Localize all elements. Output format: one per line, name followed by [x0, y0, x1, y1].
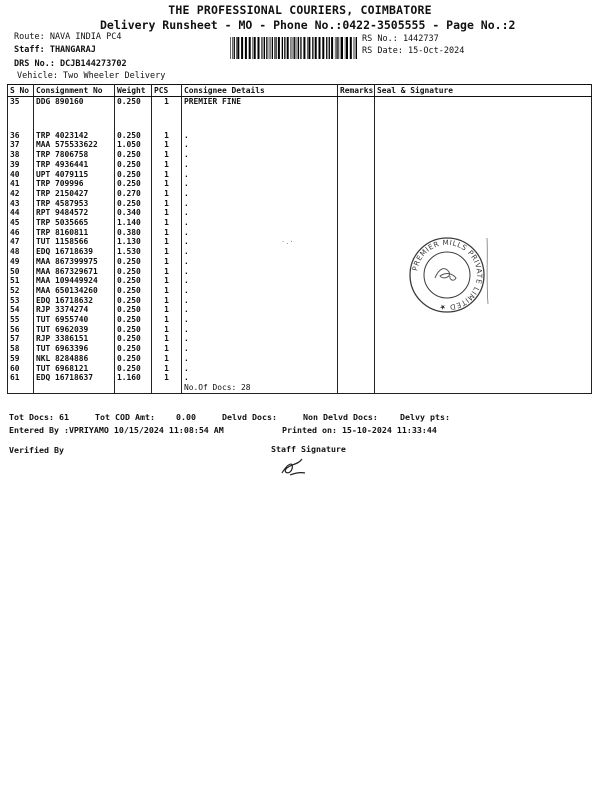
row-consignee: .	[182, 354, 338, 364]
table-row	[8, 208, 592, 218]
row-consignment: NKL 8284886	[34, 354, 115, 364]
row-consignee: .	[182, 276, 338, 286]
table-row	[8, 189, 592, 199]
row-remarks	[338, 170, 375, 180]
row-consignment: MAA 575533622	[34, 140, 115, 150]
row-pcs: 1	[152, 325, 182, 335]
row-consignee: .	[182, 267, 338, 277]
row-sno: 54	[8, 305, 34, 315]
col-pcs: PCS	[152, 85, 182, 97]
table-row	[8, 150, 592, 160]
row-weight: 1.530	[115, 247, 152, 257]
row-remarks	[338, 296, 375, 306]
company-seal-stamp	[408, 236, 486, 314]
row-consignment: TRP 709996	[34, 179, 115, 189]
col-consignment: Consignment No	[34, 85, 115, 97]
row-consignment: TRP 2150427	[34, 189, 115, 199]
table-row	[8, 228, 592, 238]
row-remarks	[338, 334, 375, 344]
row-weight: 1.130	[115, 237, 152, 247]
row-seal	[375, 325, 592, 335]
row-consignee: .	[182, 315, 338, 325]
row-remarks	[338, 267, 375, 277]
row-weight: 0.250	[115, 315, 152, 325]
row-seal	[375, 179, 592, 189]
no-of-docs: No.Of Docs: 28	[182, 383, 338, 393]
row-sno: 53	[8, 296, 34, 306]
row-sno: 36	[8, 131, 34, 141]
row-pcs: 1	[152, 131, 182, 141]
table-row	[8, 364, 592, 374]
spacer-cell	[338, 107, 375, 131]
row-consignment: TRP 4587953	[34, 199, 115, 209]
row-consignee: .	[182, 228, 338, 238]
row-consignee: .	[182, 237, 338, 247]
row-consignee: .	[182, 150, 338, 160]
row-sno: 47	[8, 237, 34, 247]
row-pcs: 1	[152, 199, 182, 209]
table-row	[8, 296, 592, 306]
row-sno: 41	[8, 179, 34, 189]
row-consignee: .	[182, 160, 338, 170]
row-consignee: .	[182, 286, 338, 296]
row-remarks	[338, 237, 375, 247]
row-consignment: TUT 1158566	[34, 237, 115, 247]
row-seal	[375, 334, 592, 344]
row-pcs: 1	[152, 305, 182, 315]
table-row	[8, 247, 592, 257]
table-row	[8, 325, 592, 335]
total-cod-value: 0.00	[176, 412, 196, 422]
row-remarks	[338, 364, 375, 374]
row-remarks	[338, 305, 375, 315]
table-row	[8, 237, 592, 247]
row-weight: 0.250	[115, 334, 152, 344]
row-weight: 0.250	[115, 296, 152, 306]
row-consignment: RPT 9484572	[34, 208, 115, 218]
row-sno: 49	[8, 257, 34, 267]
rs-number: RS No.: 1442737	[362, 34, 439, 44]
row-remarks	[338, 247, 375, 257]
row-remarks	[338, 286, 375, 296]
row-sno: 52	[8, 286, 34, 296]
delivery-points: Delvy pts:	[400, 412, 450, 422]
col-weight: Weight	[115, 85, 152, 97]
rs-date: RS Date: 15-Oct-2024	[362, 46, 465, 56]
row-weight: 0.250	[115, 286, 152, 296]
row-sno: 56	[8, 325, 34, 335]
row-remarks	[338, 189, 375, 199]
row-sno: 44	[8, 208, 34, 218]
row-pcs: 1	[152, 276, 182, 286]
row-consignee: .	[182, 140, 338, 150]
row-remarks	[338, 218, 375, 228]
row-consignee: .	[182, 218, 338, 228]
row-remarks	[338, 228, 375, 238]
row-weight: 0.270	[115, 189, 152, 199]
row-weight: 0.250	[115, 170, 152, 180]
row-weight: 0.250	[115, 344, 152, 354]
barcode-image	[230, 37, 357, 59]
row-sno: 35	[8, 97, 34, 107]
row-pcs: 1	[152, 257, 182, 267]
row-sno: 58	[8, 344, 34, 354]
row-pcs: 1	[152, 160, 182, 170]
row-pcs: 1	[152, 334, 182, 344]
row-sno: 55	[8, 315, 34, 325]
svg-text:PREMIER MILLS PRIVATE LIMITED: PREMIER MILLS PRIVATE LIMITED ★	[410, 237, 485, 313]
row-remarks	[338, 373, 375, 383]
row-pcs: 1	[152, 373, 182, 383]
row-consignment: UPT 4079115	[34, 170, 115, 180]
row-pcs: 1	[152, 344, 182, 354]
table-row	[8, 267, 592, 277]
row-pcs: 1	[152, 296, 182, 306]
row-seal	[375, 97, 592, 107]
staff-signature-mark	[278, 453, 308, 479]
row-consignee: .	[182, 208, 338, 218]
row-consignee: .	[182, 305, 338, 315]
row-seal	[375, 364, 592, 374]
table-row	[8, 218, 592, 228]
row-consignee: .	[182, 179, 338, 189]
row-seal	[375, 160, 592, 170]
row-seal	[375, 199, 592, 209]
col-consignee: Consignee Details	[182, 85, 338, 97]
empty-cell	[152, 383, 182, 393]
row-pcs: 1	[152, 97, 182, 107]
row-sno: 37	[8, 140, 34, 150]
row-pcs: 1	[152, 140, 182, 150]
table-row	[8, 131, 592, 141]
row-remarks	[338, 276, 375, 286]
printed-on: Printed on: 15-10-2024 11:33:44	[282, 425, 437, 435]
table-row	[8, 276, 592, 286]
row-pcs: 1	[152, 228, 182, 238]
row-consignment: EDQ 16718639	[34, 247, 115, 257]
row-sno: 50	[8, 267, 34, 277]
spacer-cell	[375, 107, 592, 131]
total-docs: Tot Docs: 61	[9, 412, 69, 422]
row-pcs: 1	[152, 286, 182, 296]
signature-stroke	[484, 236, 490, 306]
table-row	[8, 179, 592, 189]
row-consignment: TUT 6963396	[34, 344, 115, 354]
spacer-cell	[8, 107, 34, 131]
row-sno: 60	[8, 364, 34, 374]
row-seal	[375, 315, 592, 325]
row-consignee: .	[182, 247, 338, 257]
row-weight: 0.380	[115, 228, 152, 238]
row-weight: 0.250	[115, 364, 152, 374]
row-sno: 61	[8, 373, 34, 383]
row-weight: 0.250	[115, 179, 152, 189]
staff-label: Staff: THANGARAJ	[14, 45, 96, 55]
row-consignment: MAA 867329671	[34, 267, 115, 277]
vehicle-label: Vehicle: Two Wheeler Delivery	[17, 71, 166, 81]
row-weight: 0.250	[115, 354, 152, 364]
table-row	[8, 286, 592, 296]
table-row	[8, 199, 592, 209]
row-consignee: .	[182, 199, 338, 209]
table-spacer-row	[8, 107, 592, 131]
row-weight: 1.050	[115, 140, 152, 150]
row-weight: 0.250	[115, 97, 152, 107]
row-pcs: 1	[152, 189, 182, 199]
row-pcs: 1	[152, 170, 182, 180]
row-consignee: .	[182, 296, 338, 306]
row-consignee: .	[182, 189, 338, 199]
row-consignee: .	[182, 373, 338, 383]
row-consignee: .	[182, 344, 338, 354]
total-cod-label: Tot COD Amt:	[95, 412, 155, 422]
table-row	[8, 140, 592, 150]
row-consignment: TUT 6968121	[34, 364, 115, 374]
row-weight: 0.250	[115, 267, 152, 277]
row-weight: 0.250	[115, 199, 152, 209]
row-pcs: 1	[152, 247, 182, 257]
row-seal	[375, 131, 592, 141]
company-title: THE PROFESSIONAL COURIERS, COIMBATORE	[168, 3, 432, 17]
row-sno: 38	[8, 150, 34, 160]
row-consignment: TRP 7806758	[34, 150, 115, 160]
row-consignee: .	[182, 325, 338, 335]
row-consignment: EDQ 16718632	[34, 296, 115, 306]
row-pcs: 1	[152, 208, 182, 218]
runsheet-table	[7, 84, 592, 394]
table-row	[8, 373, 592, 383]
row-consignee: .	[182, 131, 338, 141]
entered-by: Entered By :VPRIYAMO 10/15/2024 11:08:54 AM	[9, 425, 224, 435]
row-seal	[375, 354, 592, 364]
row-consignment: RJP 3386151	[34, 334, 115, 344]
row-remarks	[338, 199, 375, 209]
row-weight: 0.250	[115, 325, 152, 335]
row-seal	[375, 170, 592, 180]
delivered-docs: Delvd Docs:	[222, 412, 277, 422]
row-pcs: 1	[152, 237, 182, 247]
row-sno: 46	[8, 228, 34, 238]
row-consignee: .	[182, 334, 338, 344]
verified-by: Verified By	[9, 445, 64, 455]
row-remarks	[338, 179, 375, 189]
row-remarks	[338, 140, 375, 150]
row-remarks	[338, 354, 375, 364]
row-consignee: .	[182, 364, 338, 374]
row-sno: 48	[8, 247, 34, 257]
row-weight: 0.250	[115, 276, 152, 286]
row-remarks	[338, 160, 375, 170]
table-row	[8, 344, 592, 354]
row-remarks	[338, 344, 375, 354]
row-seal	[375, 218, 592, 228]
empty-cell	[115, 383, 152, 393]
col-remarks: Remarks	[338, 85, 375, 97]
table-row	[8, 170, 592, 180]
spacer-cell	[115, 107, 152, 131]
row-sno: 42	[8, 189, 34, 199]
row-pcs: 1	[152, 218, 182, 228]
row-consignment: TRP 4023142	[34, 131, 115, 141]
row-consignment: MAA 867399975	[34, 257, 115, 267]
drs-number: DRS No.: DCJB144273702	[14, 59, 127, 69]
col-sno: S No	[8, 85, 34, 97]
row-consignee: PREMIER FINE	[182, 97, 338, 107]
row-pcs: 1	[152, 267, 182, 277]
row-seal	[375, 208, 592, 218]
row-sno: 43	[8, 199, 34, 209]
row-pcs: 1	[152, 315, 182, 325]
row-consignment: RJP 3374274	[34, 305, 115, 315]
row-consignment: TRP 4936441	[34, 160, 115, 170]
row-remarks	[338, 325, 375, 335]
route-label: Route: NAVA INDIA PC4	[14, 32, 122, 42]
row-consignment: MAA 650134260	[34, 286, 115, 296]
row-remarks	[338, 208, 375, 218]
empty-cell	[8, 383, 34, 393]
row-weight: 0.340	[115, 208, 152, 218]
row-pcs: 1	[152, 354, 182, 364]
row-seal	[375, 373, 592, 383]
row-consignee: .	[182, 257, 338, 267]
col-seal: Seal & Signature	[375, 85, 592, 97]
row-remarks	[338, 315, 375, 325]
row-sno: 39	[8, 160, 34, 170]
non-delivered-docs: Non Delvd Docs:	[303, 412, 378, 422]
row-pcs: 1	[152, 364, 182, 374]
row-sno: 57	[8, 334, 34, 344]
row-weight: 0.250	[115, 160, 152, 170]
row-remarks	[338, 97, 375, 107]
row-sno: 59	[8, 354, 34, 364]
staff-signature-label: Staff Signature	[271, 444, 346, 454]
runsheet-subtitle: Delivery Runsheet - MO - Phone No.:0422-3505555 - Page No.:2	[100, 18, 516, 32]
table-row	[8, 305, 592, 315]
table-row	[8, 160, 592, 170]
row-consignee: .	[182, 170, 338, 180]
row-remarks	[338, 131, 375, 141]
row-pcs: 1	[152, 150, 182, 160]
table-row	[8, 257, 592, 267]
table-row	[8, 334, 592, 344]
row-seal	[375, 189, 592, 199]
empty-cell	[338, 383, 375, 393]
row-remarks	[338, 257, 375, 267]
row-consignment: DDG 890160	[34, 97, 115, 107]
row-sno: 45	[8, 218, 34, 228]
row-consignment: TUT 6962039	[34, 325, 115, 335]
row-sno: 40	[8, 170, 34, 180]
scan-smudge: ·.·	[281, 238, 294, 246]
spacer-cell	[182, 107, 338, 131]
row-weight: 0.250	[115, 131, 152, 141]
table-row	[8, 315, 592, 325]
table-row	[8, 97, 592, 107]
table-header-row	[8, 85, 592, 97]
row-consignment: TRP 5035665	[34, 218, 115, 228]
row-consignment: TUT 6955740	[34, 315, 115, 325]
row-weight: 0.250	[115, 150, 152, 160]
empty-cell	[34, 383, 115, 393]
empty-cell	[375, 383, 592, 393]
row-remarks	[338, 150, 375, 160]
row-weight: 0.250	[115, 257, 152, 267]
row-consignment: EDQ 16718637	[34, 373, 115, 383]
row-seal	[375, 150, 592, 160]
row-weight: 0.250	[115, 305, 152, 315]
row-weight: 1.160	[115, 373, 152, 383]
row-sno: 51	[8, 276, 34, 286]
spacer-cell	[152, 107, 182, 131]
row-consignment: MAA 109449924	[34, 276, 115, 286]
no-of-docs-row	[8, 383, 592, 393]
row-weight: 1.140	[115, 218, 152, 228]
row-seal	[375, 344, 592, 354]
spacer-cell	[34, 107, 115, 131]
row-seal	[375, 140, 592, 150]
table-row	[8, 354, 592, 364]
row-consignment: TRP 8160811	[34, 228, 115, 238]
row-pcs: 1	[152, 179, 182, 189]
